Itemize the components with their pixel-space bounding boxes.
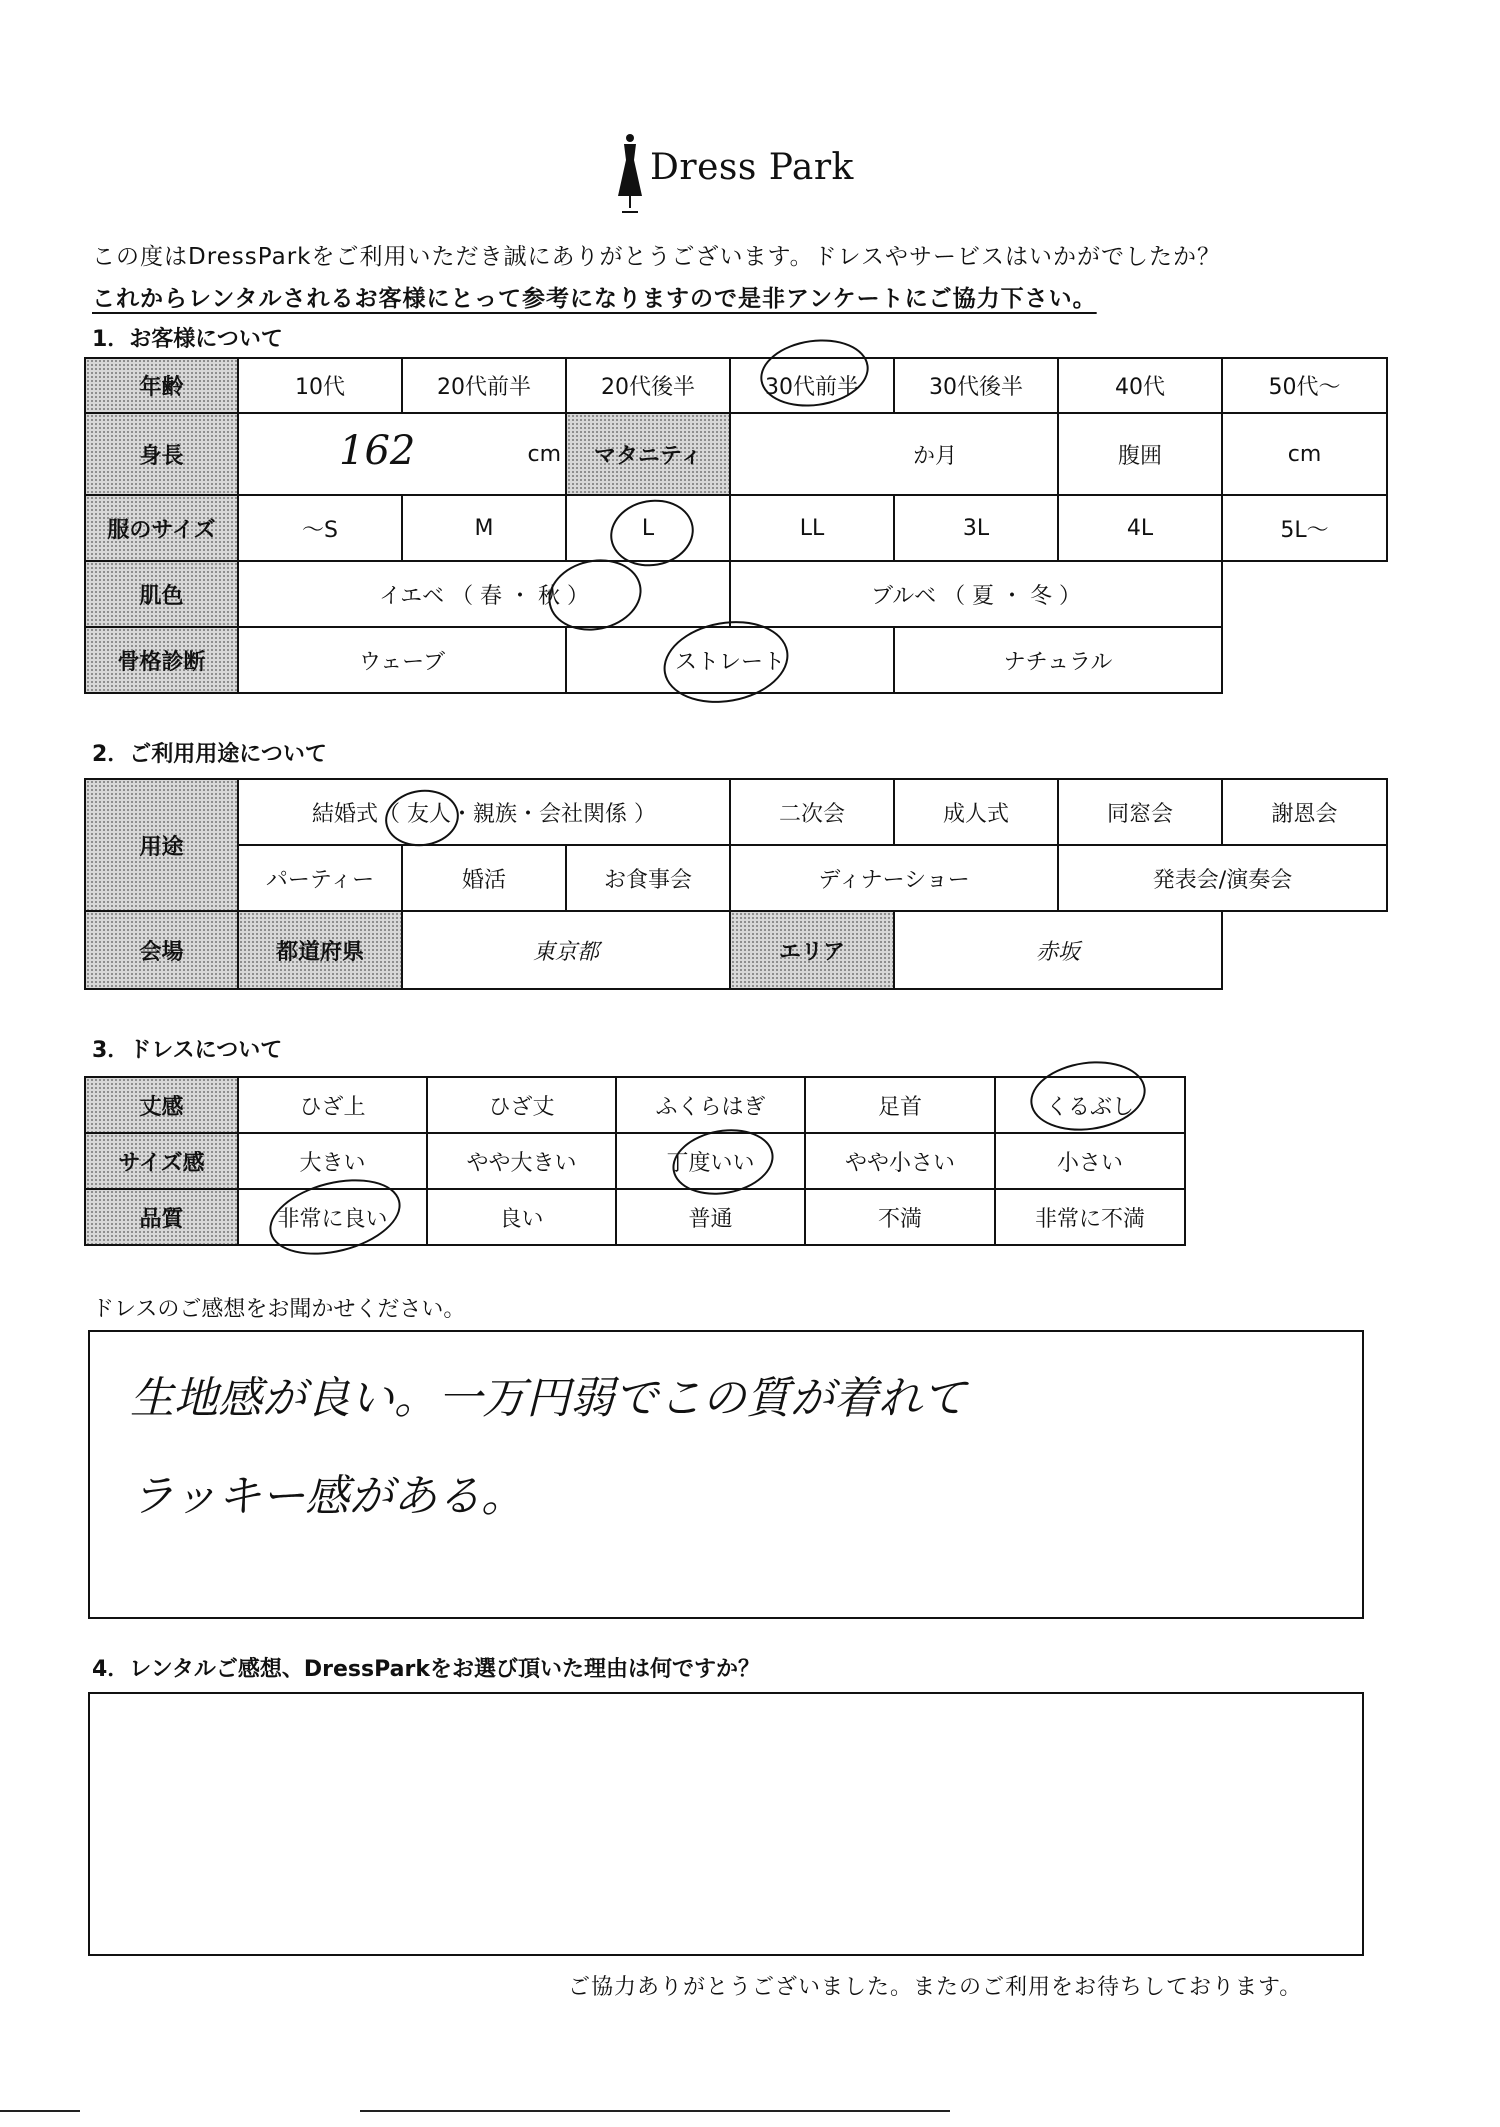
size-option[interactable]: 3L [894,495,1058,561]
purpose-option[interactable]: パーティー [238,845,402,911]
logo-text: Dress Park [650,147,854,188]
fit-option[interactable]: やや大きい [427,1133,616,1189]
size-option[interactable]: 〜S [238,495,402,561]
frame-option[interactable]: ストレート [566,627,894,693]
purpose-option[interactable]: 発表会/演奏会 [1058,845,1387,911]
purpose-label: 用途 [85,779,238,911]
purpose-option[interactable]: 同窓会 [1058,779,1222,845]
length-option[interactable]: 足首 [805,1077,995,1133]
purpose-option[interactable]: ディナーショー [730,845,1058,911]
purpose-table [84,778,1388,990]
age-label: 年齢 [85,358,238,413]
quality-option[interactable]: 非常に不満 [995,1189,1185,1245]
comment-box[interactable] [88,1330,1364,1619]
age-option[interactable]: 20代前半 [402,358,566,413]
frame-option[interactable]: ナチュラル [894,627,1222,693]
purpose-option[interactable]: 二次会 [730,779,894,845]
venue-label: 会場 [85,911,238,989]
size-option[interactable]: LL [730,495,894,561]
length-label: 丈感 [85,1077,238,1133]
age-option[interactable]: 20代後半 [566,358,730,413]
scan-artifact [0,2110,80,2112]
customer-table [84,357,1388,694]
reason-box[interactable] [88,1692,1364,1956]
fit-option[interactable]: 丁度いい [616,1133,805,1189]
waist-unit[interactable]: cm [1222,413,1387,495]
length-option[interactable]: ひざ丈 [427,1077,616,1133]
area-value[interactable]: 赤坂 [894,911,1222,989]
quality-option[interactable]: 不満 [805,1189,995,1245]
wedding-option[interactable]: 結婚式（ 友人・親族・会社関係 ） [238,779,730,845]
size-option[interactable]: M [402,495,566,561]
size-option[interactable]: L [566,495,730,561]
purpose-option[interactable]: 謝恩会 [1222,779,1387,845]
blue-base-option[interactable]: ブルベ （ 夏 ・ 冬 ） [730,561,1222,627]
purpose-option[interactable]: 成人式 [894,779,1058,845]
size-option[interactable]: 4L [1058,495,1222,561]
age-option[interactable]: 50代〜 [1222,358,1387,413]
age-option[interactable]: 30代前半 [730,358,894,413]
comment-label: ドレスのご感想をお聞かせください。 [92,1297,466,1322]
dress-icon [610,130,650,220]
quality-option[interactable]: 非常に良い [238,1189,427,1245]
skin-label: 肌色 [85,561,238,627]
height-field[interactable] [238,413,566,495]
months-field[interactable]: か月 [730,413,1058,495]
size-option[interactable]: 5L〜 [1222,495,1387,561]
dress-table [84,1076,1186,1246]
section3-title: 3．ドレスについて [92,1038,283,1063]
height-unit: cm [527,442,561,467]
scan-artifact [360,2110,950,2112]
fit-option[interactable]: 小さい [995,1133,1185,1189]
intro-request: これからレンタルされるお客様にとって参考になりますので是非アンケートにご協力下さい。 [92,286,1097,312]
frame-option[interactable]: ウェーブ [238,627,566,693]
height-label: 身長 [85,413,238,495]
section2-title: 2．ご利用用途について [92,742,327,767]
area-label: エリア [730,911,894,989]
quality-option[interactable]: 良い [427,1189,616,1245]
length-option[interactable]: くるぶし [995,1077,1185,1133]
frame-label: 骨格診断 [85,627,238,693]
prefecture-value[interactable]: 東京都 [402,911,730,989]
height-value: 162 [339,428,416,474]
comment-line: ラッキー感がある。 [130,1471,526,1522]
age-option[interactable]: 10代 [238,358,402,413]
prefecture-label: 都道府県 [238,911,402,989]
fit-label: サイズ感 [85,1133,238,1189]
section4-title: 4．レンタルご感想、DressParkをお選び頂いた理由は何ですか？ [92,1657,760,1682]
section1-title: 1．お客様について [92,327,283,352]
age-option[interactable]: 40代 [1058,358,1222,413]
length-option[interactable]: ひざ上 [238,1077,427,1133]
size-label: 服のサイズ [85,495,238,561]
dresspark-logo [610,125,870,215]
comment-line: 生地感が良い。一万円弱でこの質が着れて [130,1373,966,1424]
intro-text: この度はDressParkをご利用いただき誠にありがとうございます。ドレスやサービスはいかがでしたか？ [92,244,1221,270]
footer-text: ご協力ありがとうございました。またのご利用をお待ちしております。 [568,1975,1303,2000]
fit-option[interactable]: 大きい [238,1133,427,1189]
maternity-label: マタニティ [566,413,730,495]
quality-option[interactable]: 普通 [616,1189,805,1245]
purpose-option[interactable]: 婚活 [402,845,566,911]
yellow-base-option[interactable]: イエベ （ 春 ・ 秋 ） [238,561,730,627]
length-option[interactable]: ふくらはぎ [616,1077,805,1133]
fit-option[interactable]: やや小さい [805,1133,995,1189]
purpose-option[interactable]: お食事会 [566,845,730,911]
age-option[interactable]: 30代後半 [894,358,1058,413]
waist-label: 腹囲 [1058,413,1222,495]
quality-label: 品質 [85,1189,238,1245]
